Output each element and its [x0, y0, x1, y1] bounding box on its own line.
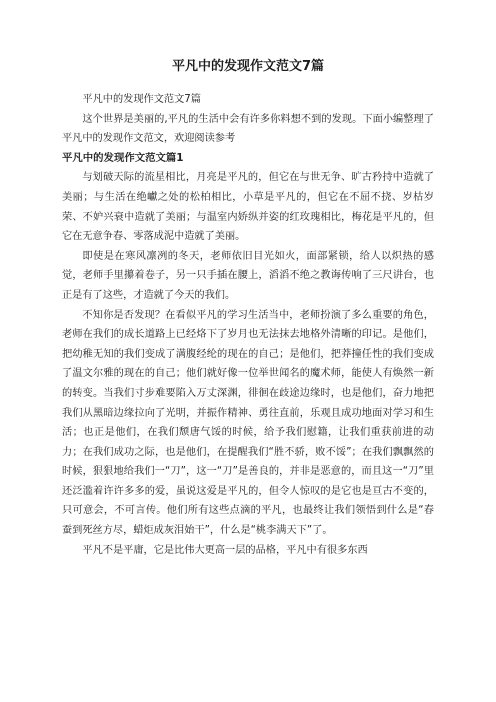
body-paragraph-1: 与划破天际的流星相比，月亮是平凡的，但它在与世无争、旷古矜持中造就了美丽；与生活在绝巘之处的松柏相比，小草是平凡的，但它在不屈不挠、岁枯岁荣、不妒兴衰中造就了美丽；与温室内娇纵并姿的红玫瑰相比，梅花是平凡的，但它在无意争春、零落成泥中造就了美丽。	[62, 172, 434, 243]
document-title: 平凡中的发现作文范文7篇	[171, 59, 325, 74]
body-paragraph-4: 平凡不是平庸，它是比伟大更高一层的品格，平凡中有很多东西	[82, 544, 368, 556]
intro-paragraph: 这个世界是美丽的,平凡的生活中会有许多你料想不到的发现。下面小编整理了平凡中的发现作文范文，欢迎阅读参考	[62, 113, 434, 145]
section-heading: 平凡中的发现作文范文篇1	[62, 151, 184, 164]
body-paragraph-2: 即使是在寒风凛冽的冬天，老师依旧目光如火，面部紧锁，给人以炽热的感觉，老师手里攥着卷子，另一只手插在腰上，滔滔不绝之教诲传响了三尺讲台，也正是有了这些，才造就了今天的我们。	[62, 250, 434, 301]
document-subtitle: 平凡中的发现作文范文7篇	[82, 94, 201, 105]
body-paragraph-3: 不知你是否发现？在看似平凡的学习生活当中，老师扮演了多么重要的角色，老师在我们的成长道路上已经烙下了岁月也无法抹去地格外清晰的印记。是他们，把幼稚无知的我们变成了满腹经纶的现在的自己；是他们，把莽撞任性的我们变成了温文尔雅的现在的自己；他们就好像一位举世闻名的魔术师，能使人有焕然一新的转变。当我们寸步难要陷入万丈深渊，徘徊在歧途边缘时，也是他们，奋力地把我们从黑暗边缘拉向了光明，并振作精神、勇往直前，乐观且成功地面对学习和生活；也正是他们，在我们颓唐气馁的时候，给予我们慰籍，让我们重获前进的动力；在我们成功之际，也是他们，在提醒我们“胜不骄，败不馁”；在我们飘飘然的时候，狠狠地给我们一“刀”，这一“刀”是善良的，并非是恶意的，而且这一“刀”里还泛滥着许许多多的爱，虽说这爱是平凡的，但令人惊叹的是它也是亘古不变的，只可意会，不可言传。他们所有这些点滴的平凡，也最终让我们领悟到什么是“春蚕到死丝方尽，蜡炬成灰泪始干”，什么是“桃李满天下”了。	[62, 309, 434, 537]
